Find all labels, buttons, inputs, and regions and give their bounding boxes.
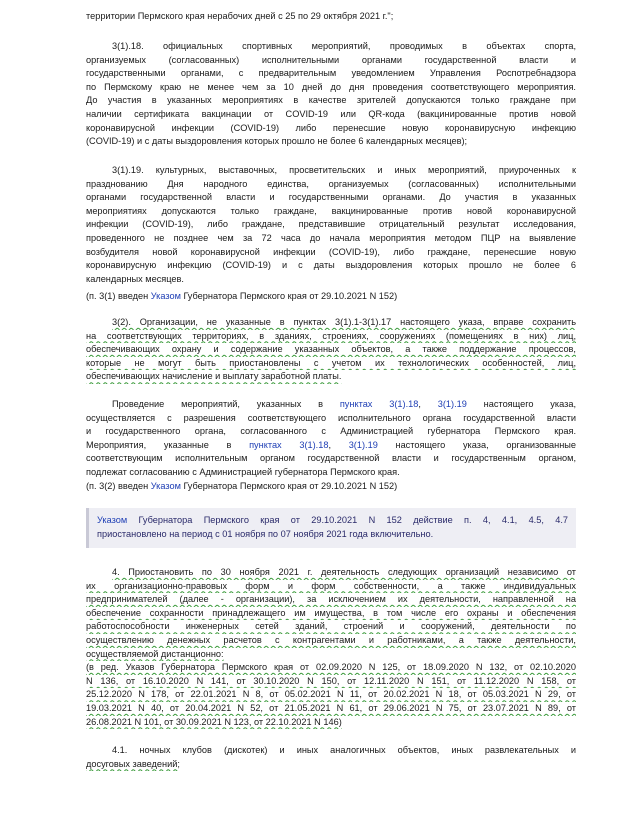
- text-line: предпринимателей (далее - организации), за исключением их деятельности, направленной на: [86, 594, 576, 605]
- text-line: приостановлено на период с 01 ноября по 07 ноября 2021 года включительно.: [97, 528, 434, 539]
- text-line: возбудителя новой коронавирусной инфекции (COVID-19), либо граждане, перенесшие новую: [86, 246, 576, 257]
- amendment-line[interactable]: 19.03.2021 N 40, от 20.04.2021 N 52, от 21.05.2021 N 61, от 29.06.2021 N 75, от 23.07.2021 N 89, от: [86, 702, 576, 713]
- text-fragment: настоящего указа, организованные: [377, 439, 576, 450]
- text-line: празднованию Дня народного единства, организуемых (согласованных) исполнительными: [86, 178, 576, 189]
- text-line: соответствующим исполнительным органом государственной власти и государственным органом,: [86, 453, 576, 464]
- text-line: [86, 398, 576, 412]
- text-line: 4.1. ночных клубов (дискотек) и иных аналогичных объектов, иных развлекательных и: [112, 745, 576, 755]
- reference-note-3-1: [86, 290, 576, 304]
- suspension-note: [86, 508, 576, 548]
- text-line: 3(2). Организации, не указанные в пунктах 3(1).1-3(1).17 настоящего указа, вправе сохранить: [112, 317, 576, 327]
- text-line: коронавирусную инфекцию (COVID-19) и с даты выздоровления которых прошло не более 6: [86, 260, 576, 271]
- amendment-line[interactable]: 25.12.2020 N 178, от 22.01.2021 N 8, от 05.02.2021 N 11, от 20.02.2021 N 18, от 05.03.2021 N 29, от: [86, 689, 576, 700]
- text-line: наличии сертификата вакцинации от COVID-19 или QR-кода (вакцинированные против новой: [86, 108, 576, 119]
- text-line: (COVID-19) и с даты выздоровления которых прошло не более 6 календарных месяцев);: [86, 136, 468, 147]
- text-fragment: Мероприятия, указанные в: [86, 439, 250, 450]
- text-line: на соответствующих территориях, в зданиях, строениях, сооружениях (помещениях в них) лиц,: [86, 330, 576, 341]
- decree-link[interactable]: Указом: [150, 480, 181, 491]
- clause-link[interactable]: 3(1).19: [437, 399, 467, 409]
- text-line: обеспечение сохранности принадлежащего им имущества, в том числе его охраны и обеспечения: [86, 607, 576, 618]
- text-line: 3(1).19. культурных, выставочных, просветительских и иных мероприятий, приуроченных к: [112, 165, 576, 175]
- paragraph-3-1-19: [86, 164, 576, 286]
- text-fragment: настоящего указа,: [466, 399, 576, 409]
- paragraph-tail: [86, 10, 576, 24]
- paragraph-4-1: [86, 744, 576, 771]
- text-line: подлежат согласованию с Администрацией губернатора Пермского края.: [86, 466, 400, 477]
- text-line: обеспечивающих охрану и содержание указанных объектов, а также поддержание процессов,: [86, 344, 576, 355]
- decree-link[interactable]: Указом: [97, 515, 128, 525]
- paragraph-3-2: [86, 316, 576, 384]
- text-line: инфекции (COVID-19), либо граждане, представившие отрицательный результат исследования,: [86, 219, 576, 230]
- reference-prefix: (п. 3(2) введен: [86, 480, 151, 491]
- text-line: [86, 290, 576, 304]
- decree-link[interactable]: Указом: [150, 291, 181, 301]
- text-line: и государственного органа, согласованного с Администрацией губернатора Пермского края.: [86, 426, 576, 437]
- text-line: по Пермскому краю не менее чем за 10 дней до дня проведения соответствующего мероприятия.: [86, 81, 576, 92]
- text-fragment: Проведение мероприятий, указанных в: [112, 399, 340, 409]
- reference-suffix: Губернатора Пермского края от 29.10.2021 N 152): [180, 480, 398, 491]
- text-line: [97, 514, 568, 528]
- text-line: проведенного не позднее чем за 72 часа до начала мероприятия методом ПЦР на выявление: [86, 232, 576, 243]
- text-fragment: Губернатора Пермского края от 29.10.2021 N 152 действие п. 4, 4.1, 4.5, 4.7: [127, 515, 568, 525]
- text-line: 3(1).18. официальных спортивных мероприятий, проводимых в объектах спорта,: [112, 41, 576, 51]
- text-line: осуществлению денежных расчетов с контрагентами и работниками, а также деятельности,: [86, 634, 576, 645]
- text-line: До участия в указанных мероприятиях в качестве зрителей допускаются только граждане при: [86, 95, 576, 106]
- text-line: 4. Приостановить по 30 ноября 2021 г. деятельность следующих организаций независимо от: [112, 567, 576, 577]
- paragraph-4: [86, 566, 576, 729]
- reference-note-3-2: [86, 480, 576, 494]
- text-line: их организационно-правовых форм и форм собственности, а также индивидуальных: [86, 580, 576, 591]
- text-line: осуществляется с разрешения соответствующего исполнительного органа государственной власти: [86, 412, 576, 423]
- paragraph-events-conditions: [86, 398, 576, 493]
- amendment-line[interactable]: 26.08.2021 N 101, от 30.09.2021 N 123, от 22.10.2021 N 146): [86, 716, 342, 727]
- text-line: осуществляемой дистанционно:: [86, 648, 224, 659]
- text-line: работоспособности инженерных сетей зданий, строений и сооружений, деятельности по: [86, 621, 576, 632]
- amendment-line[interactable]: N 136, от 16.10.2020 N 141, от 30.10.2020 N 150, от 12.11.2020 N 151, от 11.12.2020 N 158, от: [86, 675, 576, 686]
- clause-link[interactable]: пунктах 3(1).18: [249, 439, 329, 450]
- text-line: мероприятиях допускаются только граждане, вакцинированные против новой коронавирусной: [86, 205, 576, 216]
- reference-suffix: Губернатора Пермского края от 29.10.2021 N 152): [180, 291, 398, 301]
- text-fragment: ,: [328, 439, 349, 450]
- text-line: органами государственной власти и государственными органами. До участия в указанных: [86, 192, 576, 203]
- reference-prefix: (п. 3(1) введен: [86, 291, 151, 301]
- clause-link[interactable]: пунктах 3(1).18: [339, 399, 419, 409]
- text-line: [86, 439, 576, 453]
- text-line: территории Пермского края нерабочих дней с 25 по 29 октября 2021 г.";: [86, 11, 394, 21]
- clause-link[interactable]: 3(1).19: [348, 439, 378, 450]
- text-line: государственными органами, с предварительным уведомлением Управления Роспотребнадзора: [86, 68, 576, 79]
- text-line: коронавирусной инфекции (COVID-19) либо перенесшие новую коронавирусную инфекцию: [86, 122, 576, 133]
- text-line: досуговых заведений;: [86, 758, 180, 769]
- text-fragment: ,: [418, 399, 438, 409]
- paragraph-3-1-18: [86, 40, 576, 149]
- text-line: которые не могут быть приостановлены с учетом их технологических особенностей, лиц,: [86, 357, 576, 368]
- text-line: обеспечивающих начисление и выплату заработной платы.: [86, 371, 342, 382]
- text-line: календарных месяцев.: [86, 273, 184, 284]
- text-line: организуемых (согласованных) исполнительными органами государственной власти и: [86, 54, 576, 65]
- amendment-line[interactable]: (в ред. Указов Губернатора Пермского края от 02.09.2020 N 125, от 18.09.2020 N 132, от 02.10.2020: [86, 662, 576, 673]
